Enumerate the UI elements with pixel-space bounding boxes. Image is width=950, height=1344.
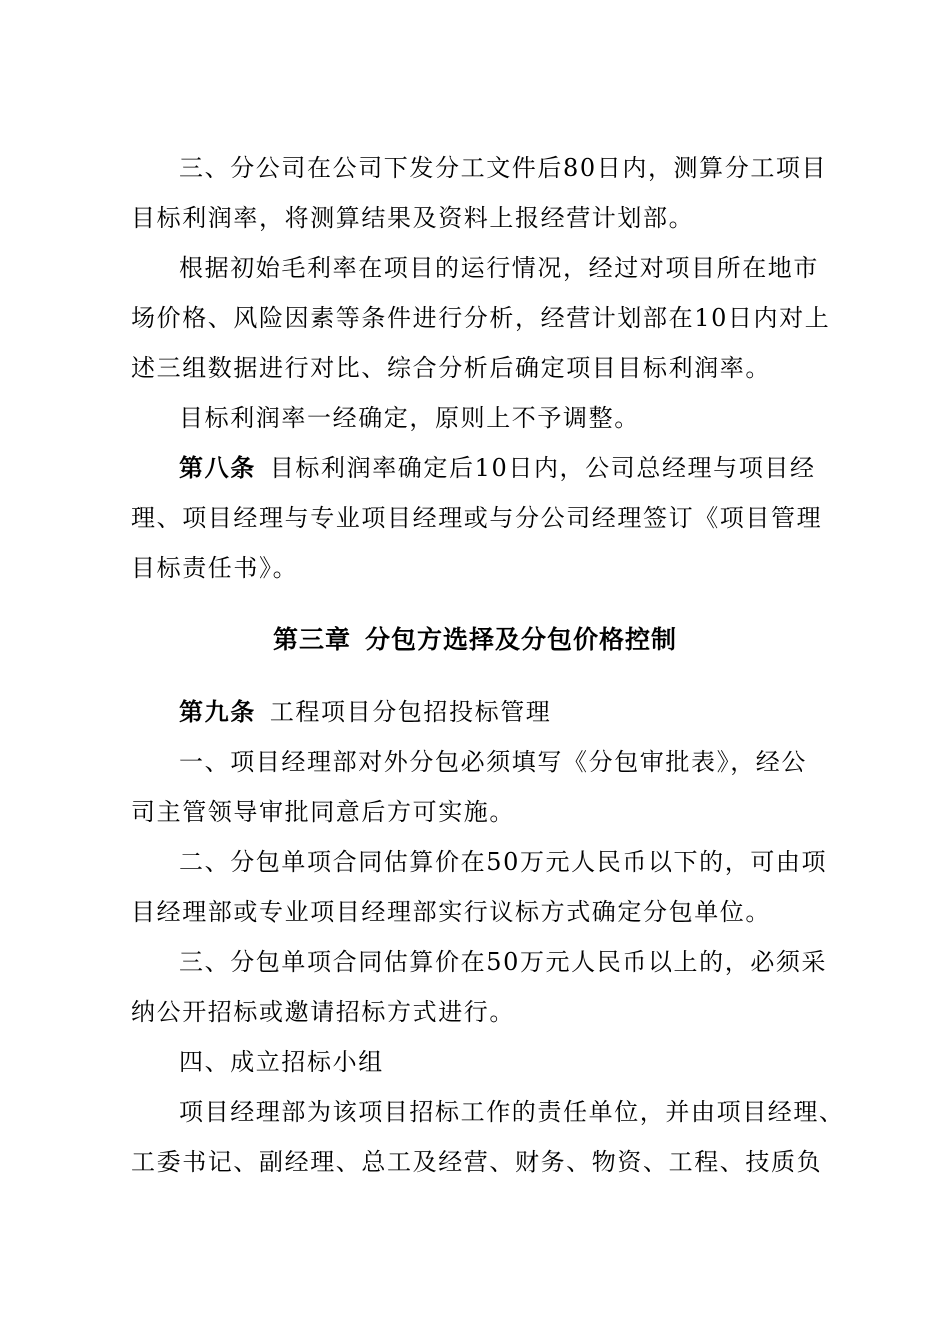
chapter-title: 分包方选择及分包价格控制 xyxy=(365,625,678,654)
paragraph-line: 工委书记、副经理、总工及经营、财务、物资、工程、技质负 xyxy=(131,1148,823,1176)
paragraph-line: 项目经理部为该项目招标工作的责任单位，并由项目经理、 xyxy=(179,1098,845,1126)
article-title: 工程项目分包招投标管理 xyxy=(269,698,552,726)
paragraph-line: 四、成立招标小组 xyxy=(179,1048,384,1076)
article-text: 目标利润率确定后10日内，公司总经理与项目经 xyxy=(269,454,816,482)
paragraph-line: 目经理部或专业项目经理部实行议标方式确定分包单位。 xyxy=(131,898,771,926)
paragraph-line: 目标责任书》。 xyxy=(131,554,299,582)
paragraph-line: 纳公开招标或邀请招标方式进行。 xyxy=(131,998,515,1026)
article-label: 第九条 xyxy=(179,698,256,726)
paragraph-line: 述三组数据进行对比、综合分析后确定项目目标利润率。 xyxy=(131,354,771,382)
chapter-heading xyxy=(0,618,950,662)
paragraph-line: 理、项目经理与专业项目经理或与分公司经理签订《项目管理 xyxy=(131,504,823,532)
paragraph-line: 三、分包单项合同估算价在50万元人民币以上的，必须采 xyxy=(179,948,828,976)
article-9-line xyxy=(179,692,831,732)
paragraph-line: 根据初始毛利率在项目的运行情况，经过对项目所在地市 xyxy=(179,254,819,282)
paragraph-line: 目标利润率一经确定，原则上不予调整。 xyxy=(179,404,640,432)
paragraph-line: 二、分包单项合同估算价在50万元人民币以下的，可由项 xyxy=(179,848,828,876)
article-8-line xyxy=(179,448,831,488)
paragraph-line: 目标利润率，将测算结果及资料上报经营计划部。 xyxy=(131,204,695,232)
paragraph-line: 三、分公司在公司下发分工文件后80日内，测算分工项目 xyxy=(179,154,828,182)
paragraph-line: 一、项目经理部对外分包必须填写《分包审批表》，经公 xyxy=(179,748,807,776)
article-label: 第八条 xyxy=(179,454,256,482)
paragraph-line: 场价格、风险因素等条件进行分析，经营计划部在10日内对上 xyxy=(131,304,831,332)
chapter-number: 第三章 xyxy=(272,625,351,654)
paragraph-line: 司主管领导审批同意后方可实施。 xyxy=(131,798,515,826)
